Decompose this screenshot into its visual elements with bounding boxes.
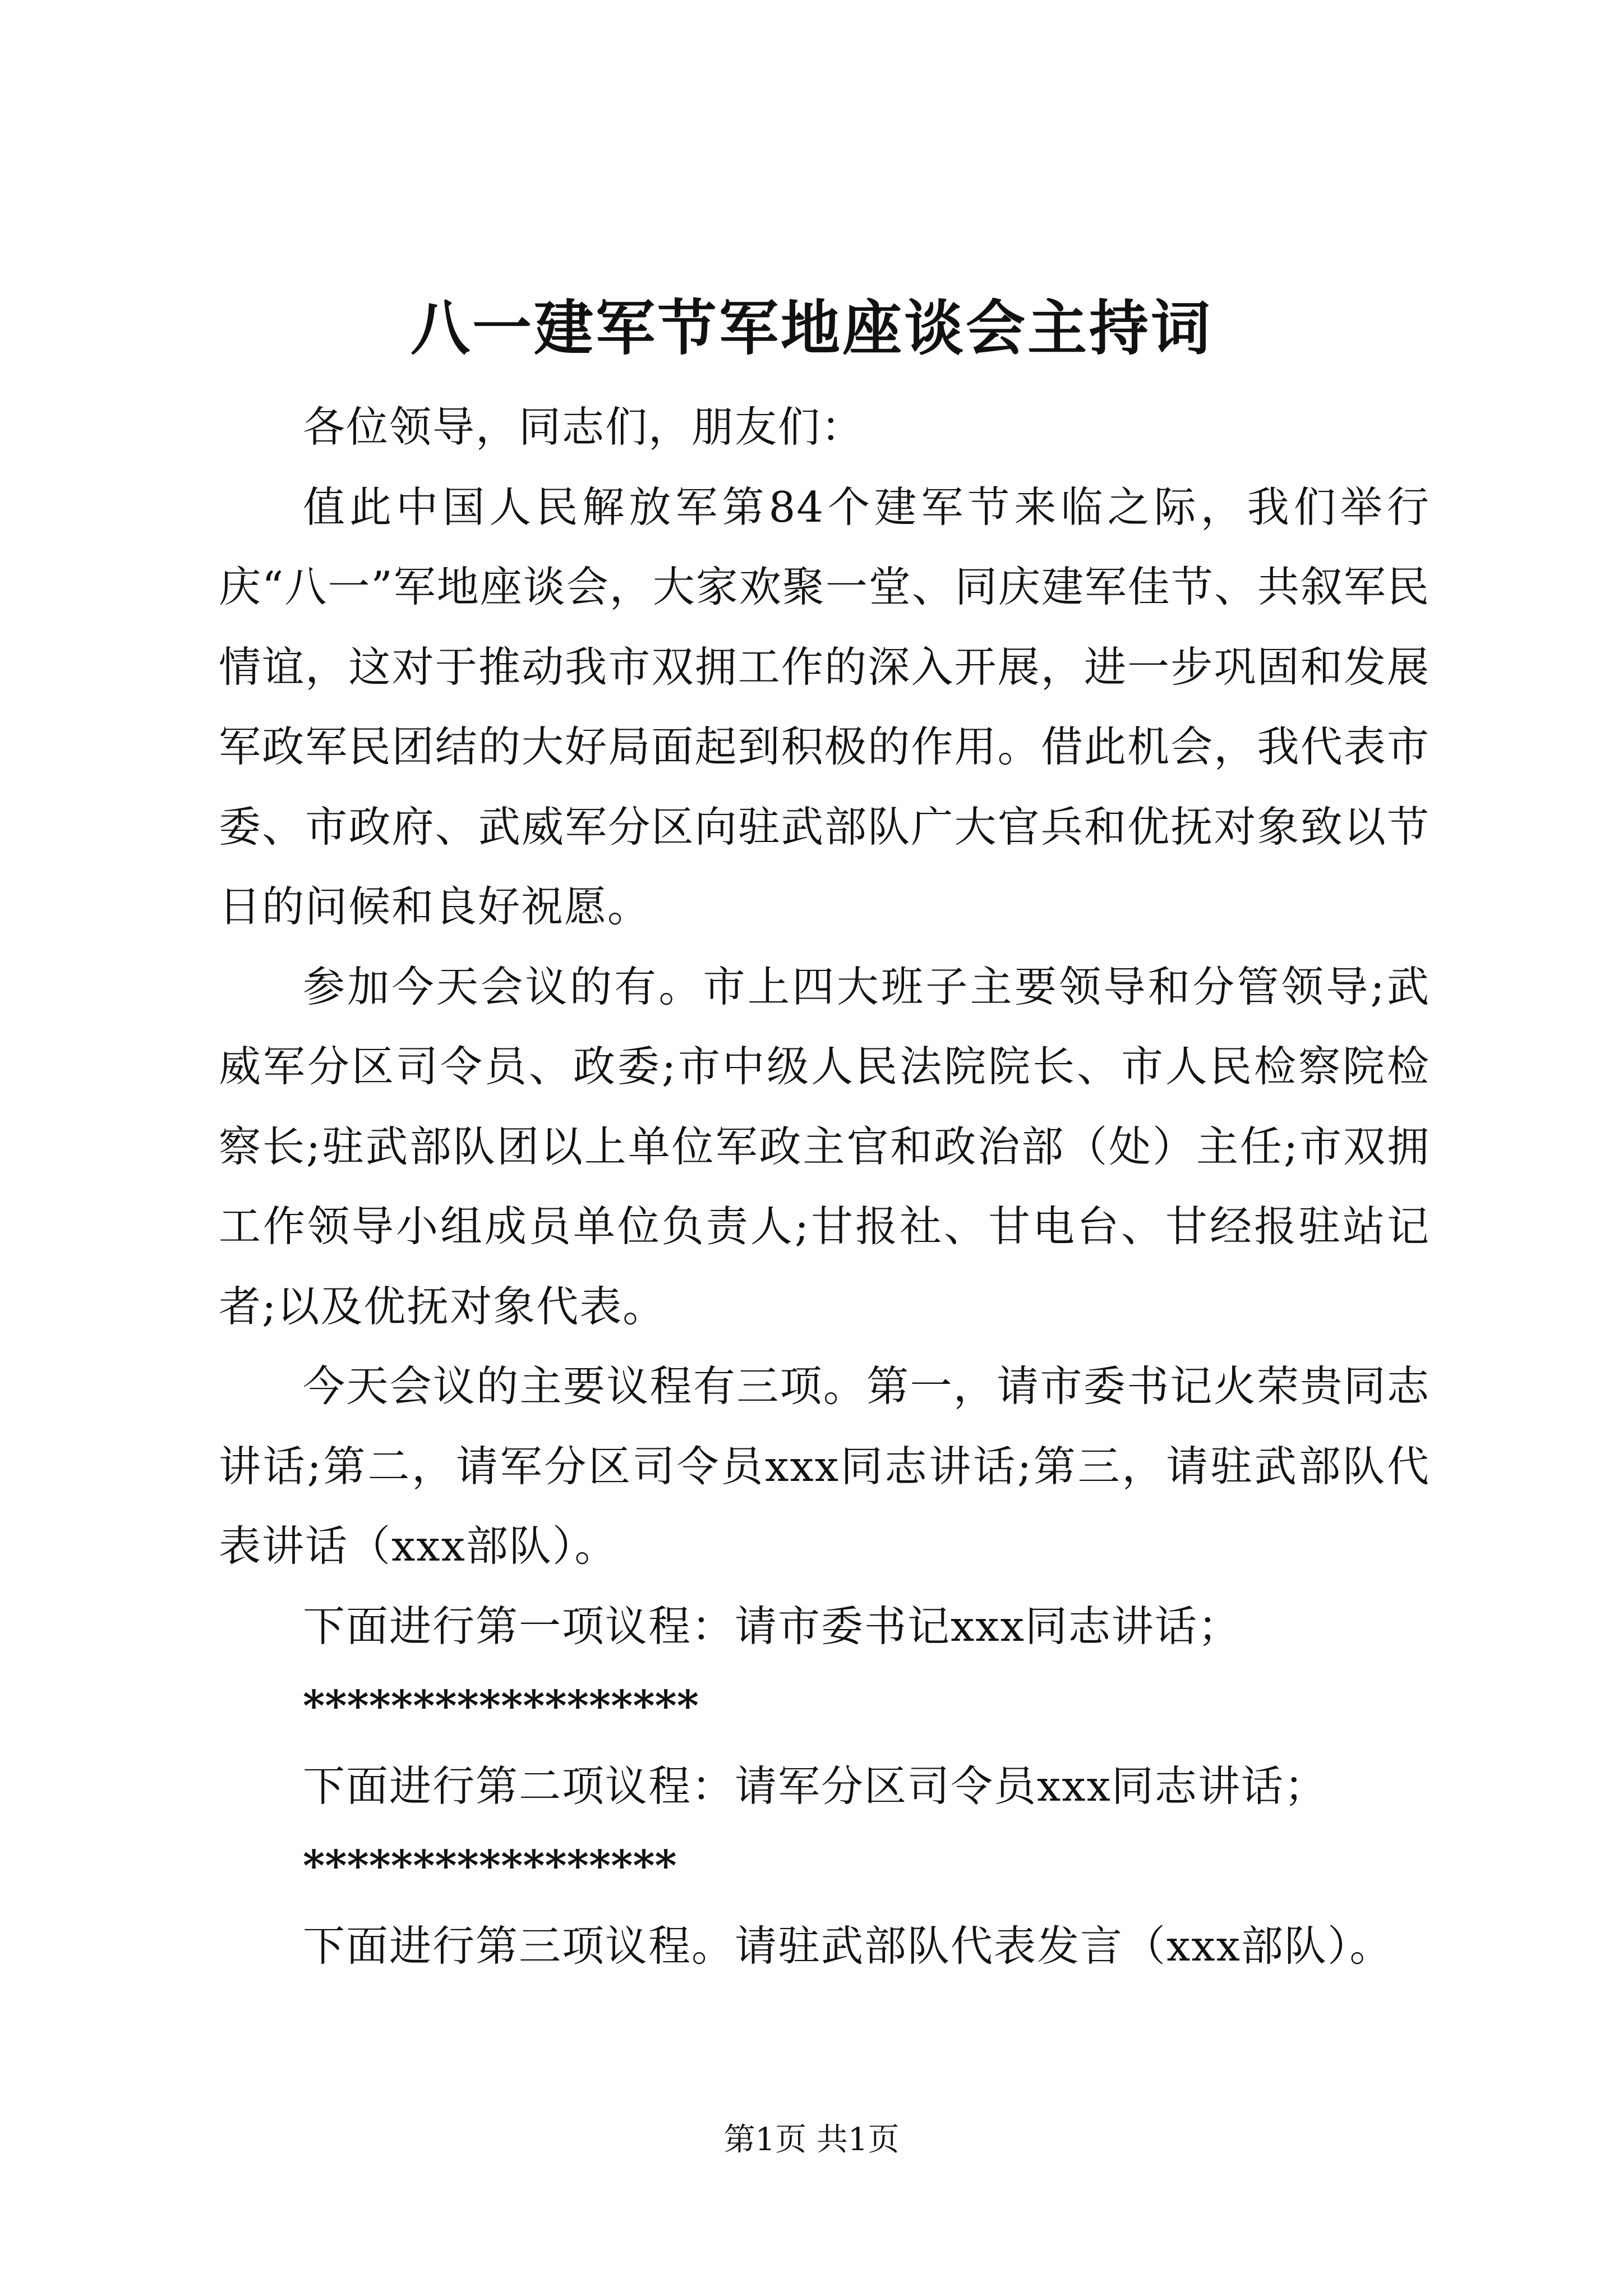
page-footer: 第1页 共1页 (723, 2122, 900, 2158)
paragraph-attendees: 参加今天会议的有。市上四大班子主要领导和分管领导;武威军分区司令员、政委;市中级人民法院院长、市人民检察院检察长;驻武部队团以上单位军政主官和政治部（处）主任;市双拥工作领导小组成员单位负责人;甘报社、甘电台、甘经报驻站记者;以及优抚对象代表。 (219, 961, 1430, 1331)
salutation: 各位领导，同志们，朋友们： (303, 402, 865, 452)
document-title: 八一建军节军地座谈会主持词 (411, 293, 1212, 363)
document-body (219, 387, 1430, 1986)
paragraph-agenda: 今天会议的主要议程有三项。第一，请市委书记火荣贵同志讲话;第二，请军分区司令员xxx同志讲话;第三，请驻武部队代表讲话（xxx部队）。 (219, 1361, 1430, 1571)
separator-stars-1: ****************** (303, 1681, 699, 1731)
agenda-item-1: 下面进行第一项议程：请市委书记xxx同志讲话； (303, 1601, 1241, 1651)
paragraph-opening: 值此中国人民解放军第84个建军节来临之际，我们举行庆“八一”军地座谈会，大家欢聚一堂、同庆建军佳节、共叙军民情谊，这对于推动我市双拥工作的深入开展，进一步巩固和发展军政军民团结的大好局面起到积极的作用。借此机会，我代表市委、市政府、武威军分区向驻武部队广大官兵和优抚对象致以节日的问候和良好祝愿。 (219, 482, 1430, 931)
agenda-item-3: 下面进行第三项议程。请驻武部队代表发言（xxx部队）。 (303, 1921, 1393, 1971)
separator-stars-2: ***************** (303, 1841, 677, 1890)
agenda-item-2: 下面进行第二项议程：请军分区司令员xxx同志讲话； (303, 1761, 1327, 1811)
